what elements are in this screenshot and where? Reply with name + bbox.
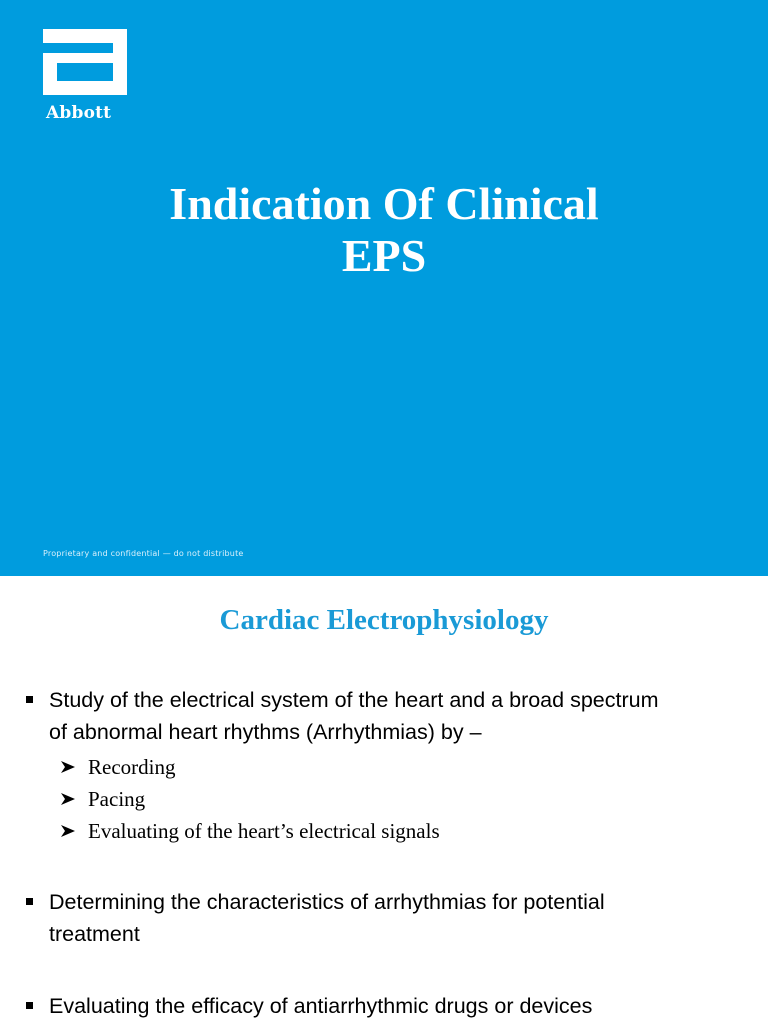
square-bullet-icon xyxy=(26,898,33,905)
slide-title-line-2: EPS xyxy=(341,230,427,281)
slide-title-line-1: Indication Of Clinical xyxy=(169,178,599,229)
arrowhead-bullet-icon xyxy=(60,824,76,838)
sub-item-text: Evaluating of the heart’s electrical signals xyxy=(88,819,440,843)
sub-item-text: Pacing xyxy=(88,787,146,811)
content-slide xyxy=(0,576,768,1024)
arrowhead-bullet-icon xyxy=(60,760,76,774)
brand-name: Abbott xyxy=(46,103,112,123)
bullet-text-line: Evaluating the efficacy of antiarrhythmic drugs or devices xyxy=(49,994,593,1018)
abbott-logo-icon xyxy=(43,29,127,95)
bullet-text-line: of abnormal heart rhythms (Arrhythmias) by – xyxy=(49,720,482,744)
slide-title xyxy=(0,178,768,282)
bullet-text-line: Study of the electrical system of the heart and a broad spectrum xyxy=(49,688,659,712)
bullet-text-line: treatment xyxy=(49,922,140,946)
confidential-footer: Proprietary and confidential — do not distribute xyxy=(43,549,244,558)
sub-item-text: Recording xyxy=(88,755,176,779)
square-bullet-icon xyxy=(26,1002,33,1009)
section-heading: Cardiac Electrophysiology xyxy=(219,604,549,636)
arrowhead-bullet-icon xyxy=(60,792,76,806)
square-bullet-icon xyxy=(26,696,33,703)
bullet-text-line: Determining the characteristics of arrhythmias for potential xyxy=(49,890,605,914)
